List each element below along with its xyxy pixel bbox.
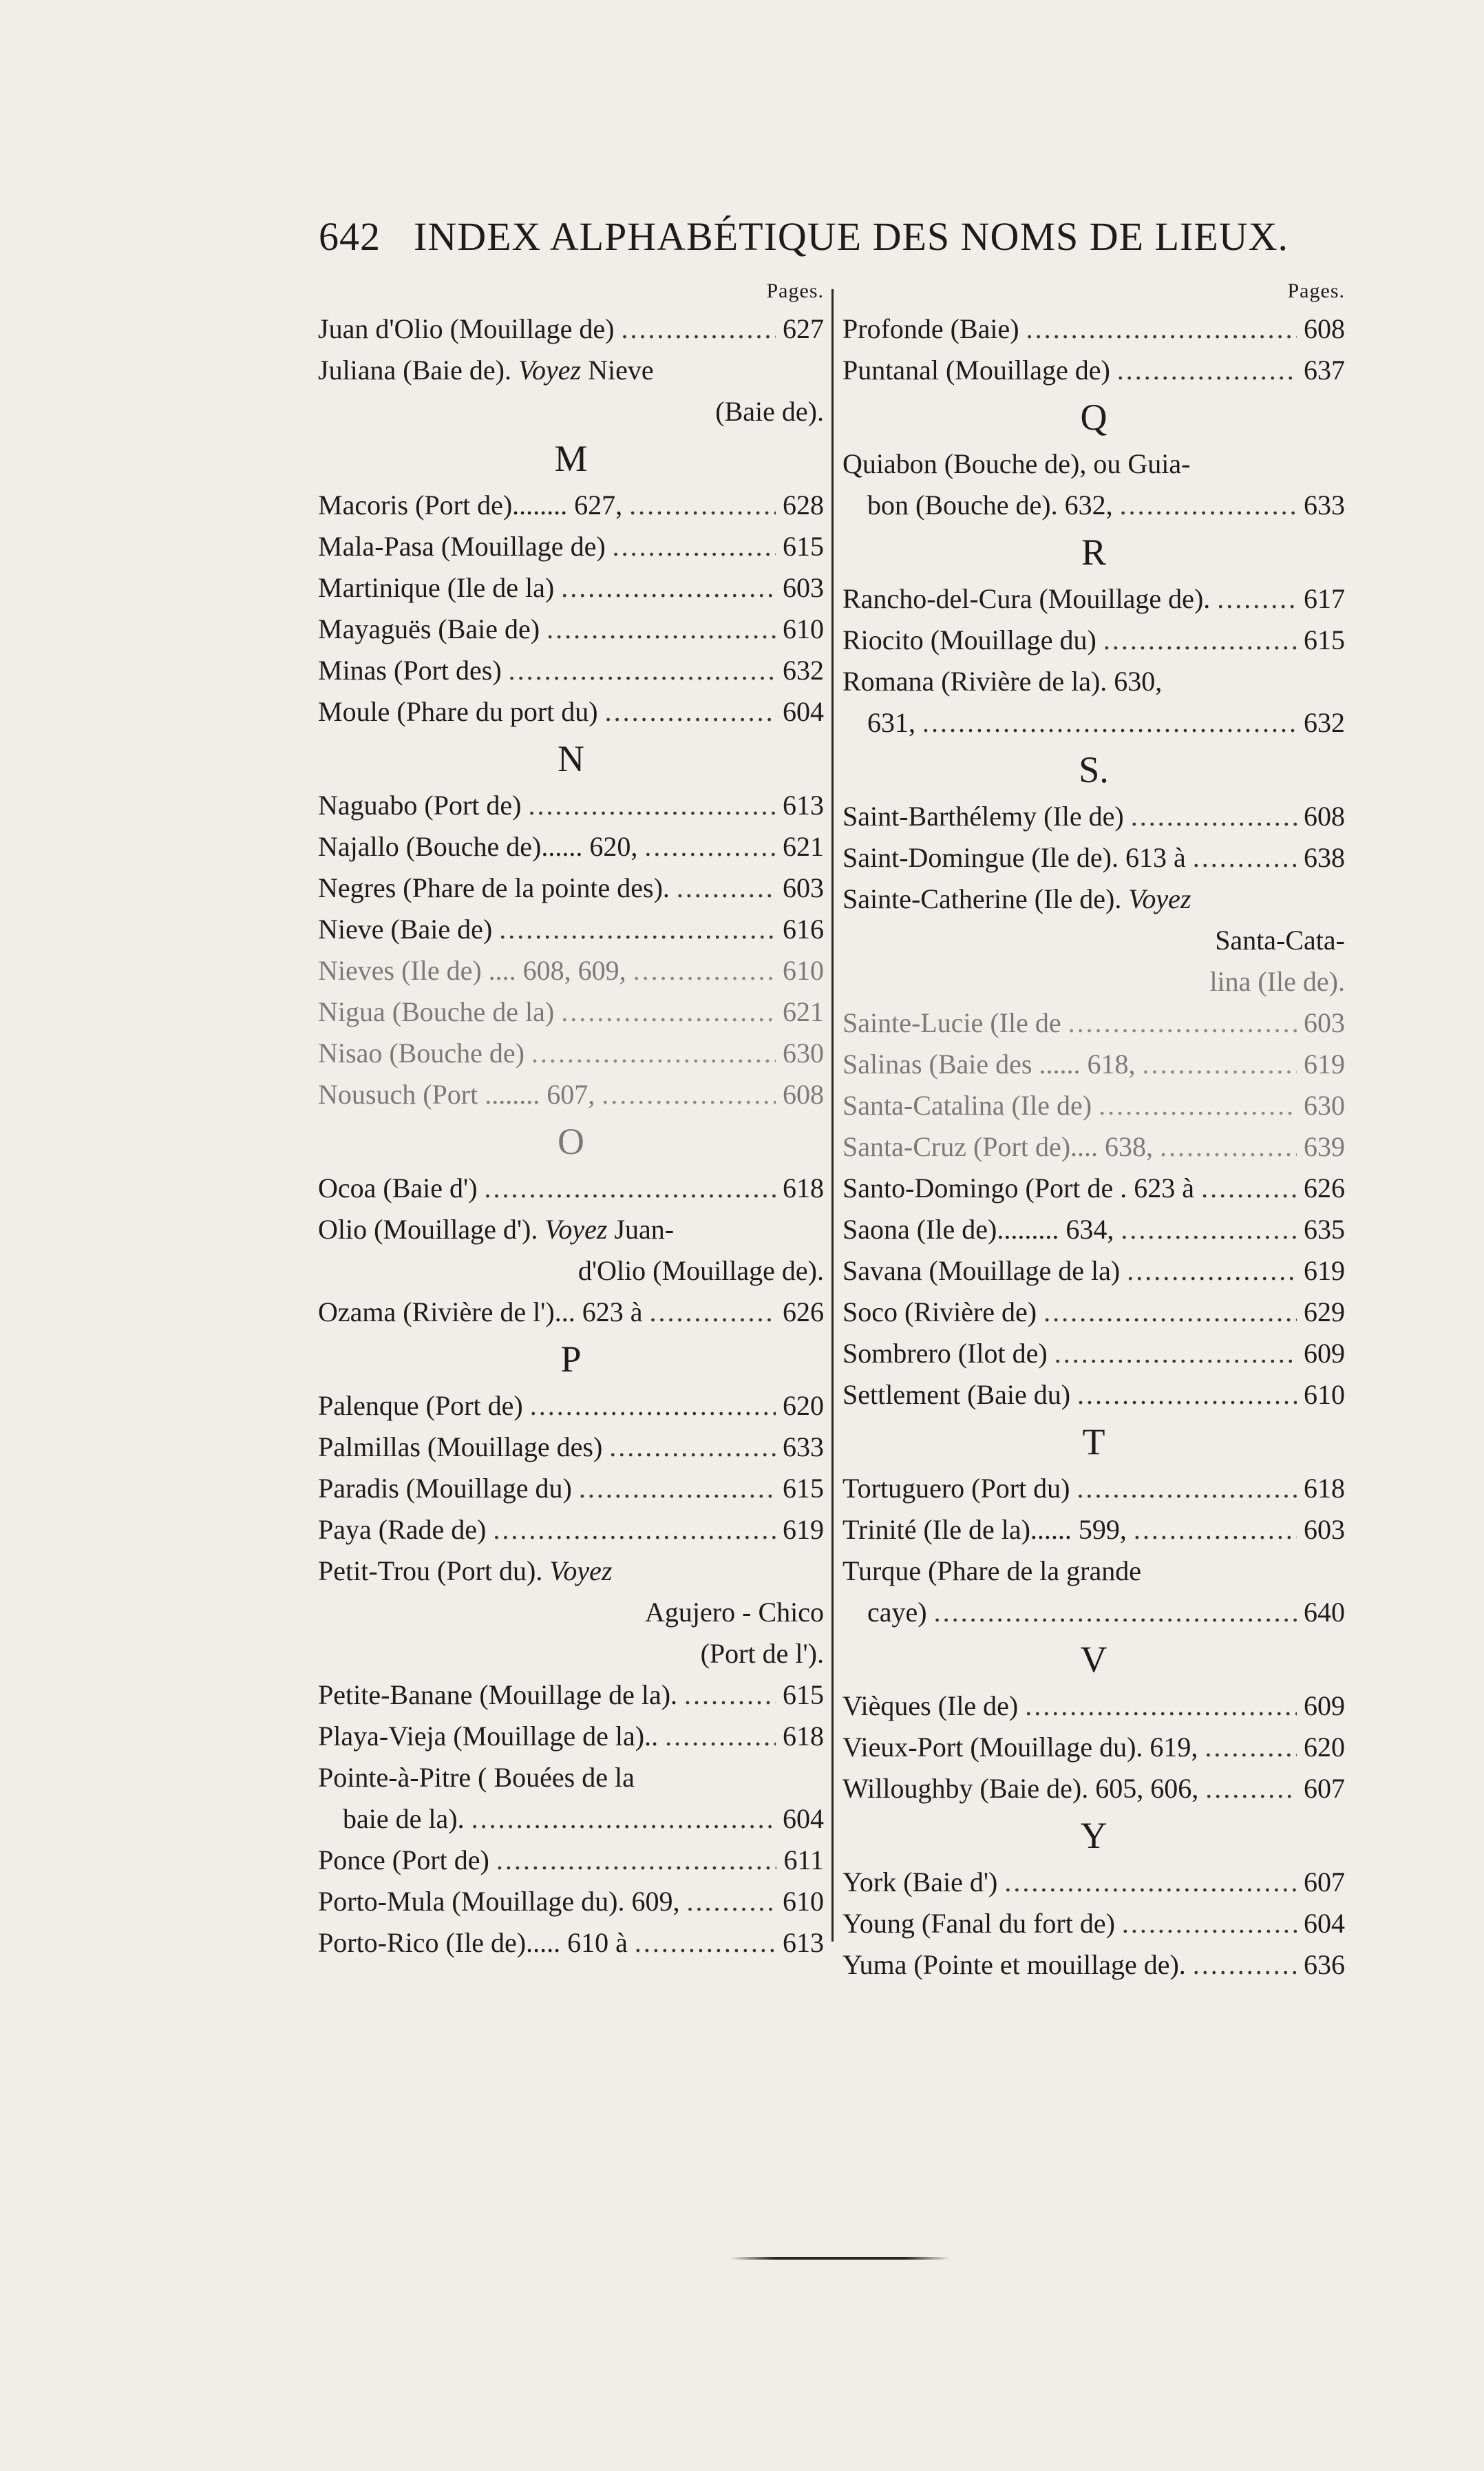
index-entry bbox=[842, 1509, 1345, 1550]
leader-dots bbox=[1103, 620, 1297, 661]
index-entry-continuation bbox=[842, 702, 1345, 744]
index-entry bbox=[318, 1074, 824, 1115]
entry-name: Turque (Phare de la grande bbox=[842, 1555, 1141, 1586]
entry-pages: 637 bbox=[1304, 355, 1345, 386]
index-entry bbox=[318, 691, 824, 733]
leader-dots bbox=[649, 1292, 776, 1333]
index-entry bbox=[318, 1716, 824, 1757]
index-entry bbox=[842, 1085, 1345, 1126]
leader-dots bbox=[605, 691, 776, 733]
entry-pages: 619 bbox=[1304, 1255, 1345, 1286]
entry-name: Vieux-Port (Mouillage du). 619, bbox=[842, 1732, 1198, 1763]
entry-name: Martinique (Ile de la) bbox=[318, 572, 555, 603]
index-entry bbox=[318, 650, 824, 691]
leader-dots bbox=[1127, 1250, 1297, 1292]
entry-name: Nieve (Baie de) bbox=[318, 914, 493, 945]
entry-pages: 639 bbox=[1304, 1131, 1345, 1162]
entry-pages: 615 bbox=[783, 531, 824, 562]
index-entry bbox=[842, 1944, 1345, 1986]
entry-pages: 635 bbox=[1304, 1214, 1345, 1245]
entry-name: Salinas (Baie des ...... 618, bbox=[842, 1049, 1136, 1080]
index-entry bbox=[318, 1757, 824, 1798]
entry-name: Sainte-Lucie (Ile de bbox=[842, 1007, 1061, 1038]
entry-pages: 618 bbox=[783, 1173, 824, 1203]
section-letter: S. bbox=[1079, 749, 1109, 790]
entry-name: Ocoa (Baie d') bbox=[318, 1173, 478, 1203]
entry-pages: 636 bbox=[1304, 1949, 1345, 1980]
entry-pages: 633 bbox=[1304, 490, 1345, 521]
leader-dots bbox=[644, 826, 776, 868]
index-entry bbox=[318, 1427, 824, 1468]
index-entry-continuation bbox=[842, 961, 1345, 1002]
entry-name: Moule (Phare du port du) bbox=[318, 696, 598, 727]
index-entry bbox=[842, 1468, 1345, 1509]
entry-name: Soco (Rivière de) bbox=[842, 1296, 1037, 1327]
index-entry bbox=[318, 991, 824, 1033]
index-entry bbox=[318, 1209, 824, 1250]
entry-pages: 604 bbox=[1304, 1908, 1345, 1939]
leader-dots bbox=[1217, 578, 1297, 620]
entry-name: Willoughby (Baie de). 605, 606, bbox=[842, 1773, 1199, 1804]
entry-pages: 629 bbox=[1304, 1296, 1345, 1327]
entry-name: Ponce (Port de) bbox=[318, 1844, 489, 1875]
entry-name: Vièques (Ile de) bbox=[842, 1690, 1019, 1721]
entry-pages: 603 bbox=[1304, 1514, 1345, 1545]
entry-pages: 626 bbox=[1304, 1173, 1345, 1203]
leader-dots bbox=[1134, 1509, 1297, 1550]
index-entry bbox=[318, 1922, 824, 1964]
page-number: 642 bbox=[319, 213, 381, 259]
section-letter: T bbox=[1082, 1421, 1105, 1462]
leader-dots bbox=[665, 1716, 776, 1757]
entry-pages: 640 bbox=[1304, 1597, 1345, 1628]
leader-dots bbox=[1160, 1126, 1297, 1168]
section-letter: O bbox=[558, 1121, 584, 1162]
leader-dots bbox=[621, 308, 776, 350]
index-entry bbox=[842, 308, 1345, 350]
entry-name: Nousuch (Port ........ 607, bbox=[318, 1079, 595, 1110]
index-entry bbox=[842, 1168, 1345, 1209]
entry-pages: 603 bbox=[1304, 1007, 1345, 1038]
leader-dots bbox=[531, 1033, 776, 1074]
entry-pages: 628 bbox=[783, 490, 824, 521]
index-entry-continuation bbox=[842, 485, 1345, 526]
leader-dots bbox=[528, 785, 776, 826]
index-entry bbox=[842, 1768, 1345, 1809]
index-entry bbox=[842, 837, 1345, 879]
entry-name: Sainte-Catherine (Ile de). Voyez bbox=[842, 883, 1191, 914]
index-entry bbox=[842, 620, 1345, 661]
index-entry bbox=[842, 1333, 1345, 1374]
leader-dots bbox=[561, 567, 776, 609]
leader-dots bbox=[609, 1427, 776, 1468]
entry-pages: 638 bbox=[1304, 842, 1345, 873]
leader-dots bbox=[1117, 350, 1297, 391]
entry-pages: 632 bbox=[783, 655, 824, 686]
leader-dots bbox=[1077, 1374, 1297, 1416]
leader-dots bbox=[1122, 1903, 1297, 1944]
entry-name: Riocito (Mouillage du) bbox=[842, 624, 1096, 655]
entry-name: Petite-Banane (Mouillage de la). bbox=[318, 1679, 678, 1710]
leader-dots bbox=[629, 485, 776, 526]
entry-name: Rancho-del-Cura (Mouillage de). bbox=[842, 583, 1211, 614]
leader-dots bbox=[602, 1074, 776, 1115]
entry-name: Najallo (Bouche de)...... 620, bbox=[318, 831, 638, 862]
entry-name: York (Baie d') bbox=[842, 1867, 998, 1897]
entry-name: Porto-Rico (Ile de)..... 610 à bbox=[318, 1927, 628, 1958]
entry-pages: 630 bbox=[1304, 1090, 1345, 1121]
leader-dots bbox=[1068, 1002, 1297, 1044]
index-entry bbox=[842, 1292, 1345, 1333]
index-entry bbox=[318, 350, 824, 391]
entry-pages: 613 bbox=[783, 790, 824, 821]
entry-name: Playa-Vieja (Mouillage de la).. bbox=[318, 1721, 659, 1752]
index-entry bbox=[318, 1840, 824, 1881]
entry-pages: 608 bbox=[1304, 313, 1345, 344]
leader-dots bbox=[677, 868, 776, 909]
index-entry bbox=[842, 1044, 1345, 1085]
leader-dots bbox=[1143, 1044, 1297, 1085]
entry-name: Nieves (Ile de) .... 608, 609, bbox=[318, 955, 626, 986]
index-entry bbox=[842, 1209, 1345, 1250]
entry-pages: 617 bbox=[1304, 583, 1345, 614]
leader-dots bbox=[485, 1168, 776, 1209]
index-entry bbox=[318, 826, 824, 868]
entry-pages: 619 bbox=[1304, 1049, 1345, 1080]
index-entry bbox=[842, 661, 1345, 702]
entry-name: baie de la). bbox=[343, 1803, 465, 1834]
index-entry bbox=[318, 1468, 824, 1509]
section-letter: M bbox=[554, 438, 588, 479]
entry-pages: 620 bbox=[1304, 1732, 1345, 1763]
entry-name: Saona (Ile de)......... 634, bbox=[842, 1214, 1114, 1245]
entry-pages: 603 bbox=[783, 572, 824, 603]
index-entry bbox=[318, 1033, 824, 1074]
entry-pages: 610 bbox=[1304, 1379, 1345, 1410]
index-entry-continuation bbox=[318, 391, 824, 432]
entry-pages: 621 bbox=[783, 831, 824, 862]
entry-name: Juliana (Baie de). Voyez Nieve bbox=[318, 355, 654, 386]
pages-column-label: Pages. bbox=[1287, 280, 1345, 302]
index-entry bbox=[318, 868, 824, 909]
index-entry bbox=[318, 308, 824, 350]
entry-name: Quiabon (Bouche de), ou Guia- bbox=[842, 448, 1191, 479]
entry-name: Sombrero (Ilot de) bbox=[842, 1338, 1048, 1369]
entry-name: Settlement (Baie du) bbox=[842, 1379, 1071, 1410]
entry-pages: 610 bbox=[783, 955, 824, 986]
entry-name: Paradis (Mouillage du) bbox=[318, 1473, 572, 1504]
section-letter: R bbox=[1081, 532, 1107, 573]
leader-dots bbox=[1201, 1168, 1297, 1209]
entry-pages: 608 bbox=[1304, 801, 1345, 832]
entry-name: Young (Fanal du fort de) bbox=[842, 1908, 1115, 1939]
entry-name: Yuma (Pointe et mouillage de). bbox=[842, 1949, 1186, 1980]
leader-dots bbox=[1205, 1727, 1297, 1768]
entry-name: Agujero - Chico bbox=[645, 1597, 824, 1628]
section-letter: V bbox=[1080, 1639, 1107, 1680]
index-entry bbox=[842, 1002, 1345, 1044]
entry-name: Santa-Catalina (Ile de) bbox=[842, 1090, 1092, 1121]
page-header bbox=[319, 205, 1289, 267]
index-entry bbox=[842, 1862, 1345, 1903]
section-letter: P bbox=[560, 1338, 582, 1380]
index-entry bbox=[842, 1374, 1345, 1416]
entry-pages: 604 bbox=[783, 696, 824, 727]
entry-name: Paya (Rade de) bbox=[318, 1514, 487, 1545]
index-entry bbox=[318, 950, 824, 991]
entry-name: Minas (Port des) bbox=[318, 655, 502, 686]
entry-pages: 633 bbox=[783, 1431, 824, 1462]
index-entry bbox=[842, 796, 1345, 837]
entry-pages: 613 bbox=[783, 1927, 824, 1958]
leader-dots bbox=[499, 909, 776, 950]
page-title: INDEX ALPHABÉTIQUE DES NOMS DE LIEUX. bbox=[414, 213, 1289, 259]
entry-name: Petit-Trou (Port du). Voyez bbox=[318, 1555, 613, 1586]
leader-dots bbox=[1025, 1685, 1297, 1727]
entry-name: Juan d'Olio (Mouillage de) bbox=[318, 313, 615, 344]
index-entry bbox=[318, 526, 824, 567]
entry-name: (Port de l'). bbox=[700, 1638, 824, 1669]
index-entry bbox=[318, 1168, 824, 1209]
entry-name: Romana (Rivière de la). 630, bbox=[842, 666, 1163, 697]
leader-dots bbox=[1004, 1862, 1297, 1903]
section-letter: N bbox=[558, 738, 584, 779]
leader-dots bbox=[579, 1468, 776, 1509]
index-column-left bbox=[318, 274, 824, 1958]
entry-pages: 616 bbox=[783, 914, 824, 945]
entry-name: Porto-Mula (Mouillage du). 609, bbox=[318, 1886, 680, 1917]
leader-dots bbox=[635, 1922, 776, 1964]
index-entry-continuation bbox=[318, 1633, 824, 1674]
entry-name: (Baie de). bbox=[715, 396, 824, 427]
index-entry bbox=[842, 578, 1345, 620]
leader-dots bbox=[547, 609, 776, 650]
leader-dots bbox=[1026, 308, 1297, 350]
leader-dots bbox=[1077, 1468, 1297, 1509]
index-entry bbox=[318, 609, 824, 650]
entry-pages: 615 bbox=[1304, 624, 1345, 655]
leader-dots bbox=[613, 526, 776, 567]
entry-name: Palenque (Port de) bbox=[318, 1390, 523, 1421]
index-entry-continuation bbox=[842, 920, 1345, 961]
entry-name: Negres (Phare de la pointe des). bbox=[318, 872, 670, 903]
index-entry bbox=[318, 785, 824, 826]
entry-name: Santo-Domingo (Port de . 623 à bbox=[842, 1173, 1195, 1203]
index-entry bbox=[842, 1250, 1345, 1292]
leader-dots bbox=[1043, 1292, 1297, 1333]
entry-pages: 618 bbox=[1304, 1473, 1345, 1504]
column-divider bbox=[831, 289, 834, 1942]
entry-name: caye) bbox=[867, 1597, 927, 1628]
entry-pages: 604 bbox=[783, 1803, 824, 1834]
entry-name: Ozama (Rivière de l')... 623 à bbox=[318, 1296, 643, 1327]
index-entry bbox=[842, 1550, 1345, 1592]
entry-name: Tortuguero (Port du) bbox=[842, 1473, 1070, 1504]
index-entry bbox=[318, 1509, 824, 1550]
section-letter: Q bbox=[1080, 397, 1107, 438]
entry-pages: 607 bbox=[1304, 1867, 1345, 1897]
entry-pages: 610 bbox=[783, 1886, 824, 1917]
entry-pages: 618 bbox=[783, 1721, 824, 1752]
index-entry-continuation bbox=[318, 1592, 824, 1633]
index-entry-continuation bbox=[318, 1250, 824, 1292]
entry-pages: 619 bbox=[783, 1514, 824, 1545]
index-column-right bbox=[842, 274, 1345, 1980]
entry-name: bon (Bouche de). 632, bbox=[867, 490, 1113, 521]
leader-dots bbox=[509, 650, 776, 691]
leader-dots bbox=[687, 1881, 776, 1922]
section-letter: Y bbox=[1080, 1815, 1107, 1856]
entry-pages: 611 bbox=[783, 1844, 824, 1875]
entry-name: Nigua (Bouche de la) bbox=[318, 996, 555, 1027]
leader-dots bbox=[471, 1798, 776, 1840]
entry-name: Santa-Cruz (Port de).... 638, bbox=[842, 1131, 1154, 1162]
entry-pages: 603 bbox=[783, 872, 824, 903]
closing-rule bbox=[730, 2257, 950, 2260]
entry-name: Santa-Cata- bbox=[1215, 925, 1345, 956]
index-entry bbox=[318, 1674, 824, 1716]
index-entry bbox=[842, 1685, 1345, 1727]
leader-dots bbox=[1131, 796, 1297, 837]
index-entry bbox=[318, 909, 824, 950]
pages-column-label: Pages. bbox=[766, 280, 824, 302]
index-entry bbox=[842, 879, 1345, 920]
index-entry bbox=[318, 1881, 824, 1922]
index-entry bbox=[842, 350, 1345, 391]
index-entry bbox=[318, 1550, 824, 1592]
entry-pages: 607 bbox=[1304, 1773, 1345, 1804]
entry-name: Nisao (Bouche de) bbox=[318, 1038, 524, 1069]
leader-dots bbox=[633, 950, 776, 991]
leader-dots bbox=[1193, 837, 1297, 879]
index-entry bbox=[842, 1126, 1345, 1168]
entry-pages: 620 bbox=[783, 1390, 824, 1421]
leader-dots bbox=[684, 1674, 776, 1716]
leader-dots bbox=[1099, 1085, 1297, 1126]
index-entry bbox=[318, 485, 824, 526]
leader-dots bbox=[493, 1509, 776, 1550]
entry-pages: 627 bbox=[783, 313, 824, 344]
leader-dots bbox=[530, 1385, 776, 1427]
leader-dots bbox=[561, 991, 776, 1033]
index-entry bbox=[842, 443, 1345, 485]
index-entry bbox=[842, 1903, 1345, 1944]
entry-name: d'Olio (Mouillage de). bbox=[577, 1255, 824, 1286]
index-entry bbox=[842, 1727, 1345, 1768]
entry-pages: 615 bbox=[783, 1473, 824, 1504]
entry-name: Puntanal (Mouillage de) bbox=[842, 355, 1110, 386]
entry-name: Naguabo (Port de) bbox=[318, 790, 522, 821]
entry-name: 631, bbox=[867, 707, 915, 738]
leader-dots bbox=[1121, 1209, 1297, 1250]
entry-pages: 615 bbox=[783, 1679, 824, 1710]
entry-pages: 632 bbox=[1304, 707, 1345, 738]
entry-name: Macoris (Port de)........ 627, bbox=[318, 490, 623, 521]
entry-name: Saint-Barthélemy (Ile de) bbox=[842, 801, 1124, 832]
entry-name: Pointe-à-Pitre ( Bouées de la bbox=[318, 1762, 635, 1793]
entry-pages: 609 bbox=[1304, 1690, 1345, 1721]
entry-pages: 630 bbox=[783, 1038, 824, 1069]
index-entry bbox=[318, 567, 824, 609]
leader-dots bbox=[922, 702, 1297, 744]
entry-name: Mayaguës (Baie de) bbox=[318, 613, 540, 644]
entry-name: Savana (Mouillage de la) bbox=[842, 1255, 1121, 1286]
entry-name: Saint-Domingue (Ile de). 613 à bbox=[842, 842, 1186, 873]
entry-name: lina (Ile de). bbox=[1209, 966, 1345, 997]
entry-pages: 608 bbox=[783, 1079, 824, 1110]
entry-name: Palmillas (Mouillage des) bbox=[318, 1431, 603, 1462]
entry-name: Profonde (Baie) bbox=[842, 313, 1019, 344]
entry-pages: 609 bbox=[1304, 1338, 1345, 1369]
leader-dots bbox=[1120, 485, 1297, 526]
leader-dots bbox=[1054, 1333, 1297, 1374]
index-entry-continuation bbox=[318, 1798, 824, 1840]
index-entry bbox=[318, 1385, 824, 1427]
index-entry-continuation bbox=[842, 1592, 1345, 1633]
entry-name: Olio (Mouillage d'). Voyez Juan- bbox=[318, 1214, 675, 1245]
index-entry bbox=[318, 1292, 824, 1333]
leader-dots bbox=[1193, 1944, 1297, 1986]
leader-dots bbox=[1205, 1768, 1297, 1809]
entry-name: Trinité (Ile de la)...... 599, bbox=[842, 1514, 1127, 1545]
entry-pages: 610 bbox=[783, 613, 824, 644]
entry-pages: 626 bbox=[783, 1296, 824, 1327]
entry-pages: 621 bbox=[783, 996, 824, 1027]
leader-dots bbox=[934, 1592, 1297, 1633]
entry-name: Mala-Pasa (Mouillage de) bbox=[318, 531, 606, 562]
leader-dots bbox=[496, 1840, 777, 1881]
